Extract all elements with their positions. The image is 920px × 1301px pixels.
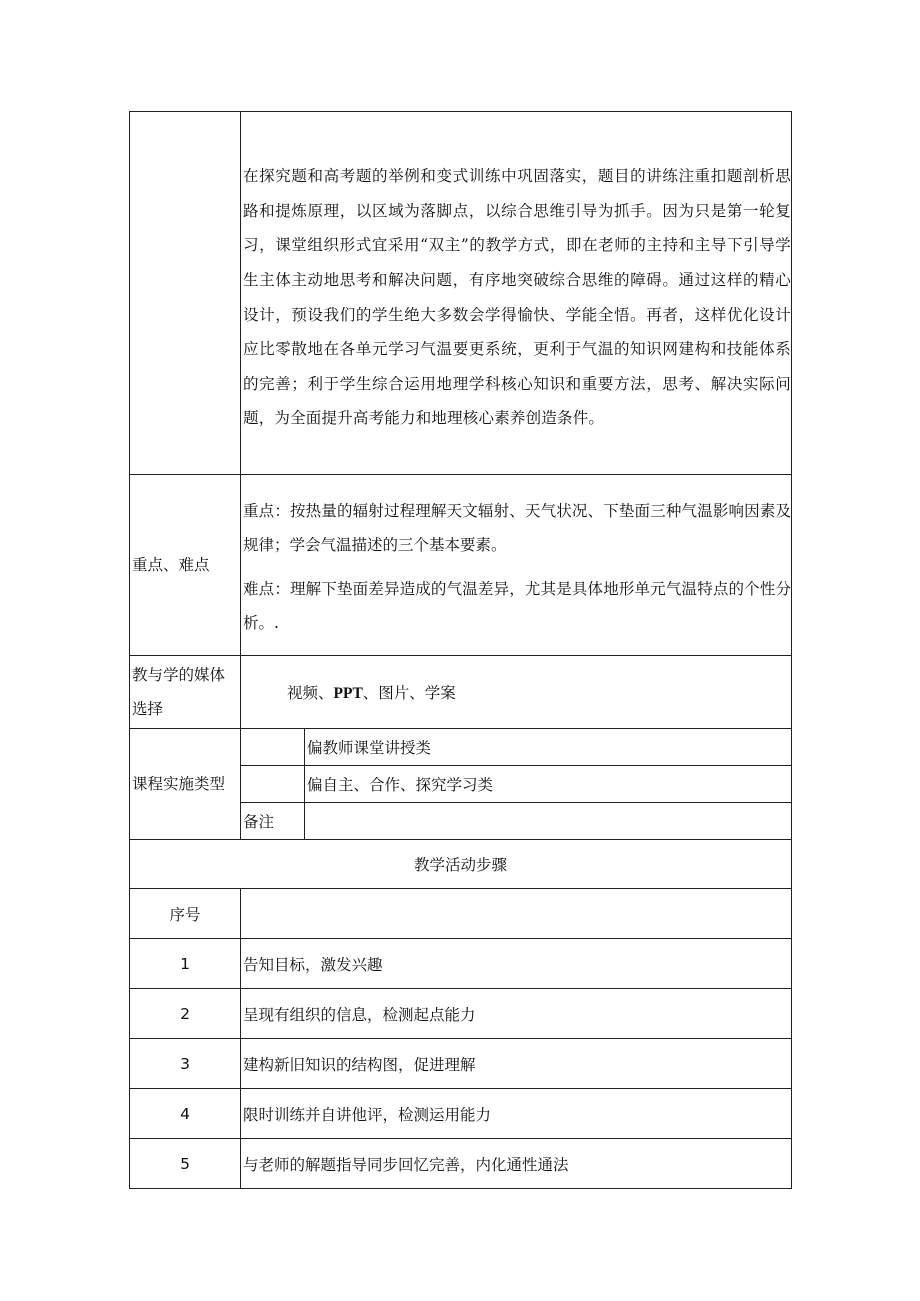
step-row: [130, 939, 792, 989]
step-row: [130, 1039, 792, 1089]
step-text: 限时训练并自讲他评，检测运用能力: [241, 1089, 792, 1139]
course-type-check-1: [241, 729, 305, 766]
media-ppt: PPT: [333, 685, 363, 702]
step-number: 1: [130, 939, 241, 989]
media-label: 教与学的媒体选择: [130, 656, 241, 729]
key-points-row: [130, 475, 792, 656]
course-type-option-2: 偏自主、合作、探究学习类: [305, 766, 792, 803]
step-number: 4: [130, 1089, 241, 1139]
steps-header: 教学活动步骤: [130, 840, 792, 889]
note-label: 备注: [241, 803, 305, 840]
step-row: [130, 1089, 792, 1139]
steps-header-row: [130, 840, 792, 889]
media-row: [130, 656, 792, 729]
step-number: 3: [130, 1039, 241, 1089]
course-type-row-1: [130, 729, 792, 766]
step-row: [130, 989, 792, 1039]
course-type-label: 课程实施类型: [130, 729, 241, 840]
step-number: 5: [130, 1139, 241, 1189]
step-text: 呈现有组织的信息，检测起点能力: [241, 989, 792, 1039]
steps-col-blank: [241, 889, 792, 939]
difficulty-text: 难点：理解下垫面差异造成的气温差异，尤其是具体地形单元气温特点的个性分析。.: [243, 579, 791, 632]
intro-row: [130, 112, 792, 475]
steps-column-row: [130, 889, 792, 939]
step-text: 告知目标，激发兴趣: [241, 939, 792, 989]
steps-col-label: 序号: [130, 889, 241, 939]
step-row: [130, 1139, 792, 1189]
key-points-label: 重点、难点: [130, 475, 241, 656]
intro-cell: [241, 112, 792, 475]
media-suffix: 、图片、学案: [362, 684, 456, 702]
step-text: 与老师的解题指导同步回忆完善，内化通性通法: [241, 1139, 792, 1189]
step-number: 2: [130, 989, 241, 1039]
intro-paragraph: 在探究题和高考题的举例和变式训练中巩固落实，题目的讲练注重扣题剖析思路和提炼原理，以区域为落脚点，以综合思维引导为抓手。因为只是第一轮复习，课堂组织形式宜采用“双主”的教学方式，即在老师的主持和主导下引导学生主体主动地思考和解决问题，有序地突破综合思维的障碍。通过这样的精心设计，预设我们的学生绝大多数会学得愉快、学能全悟。再者，这样优化设计应比零散地在各单元学习气温要更系统，更利于气温的知识网建构和技能体系的完善；利于学生综合运用地理学科核心知识和重要方法，思考、解决实际问题，为全面提升高考能力和地理核心素养创造条件。: [243, 167, 791, 428]
course-type-option-1: 偏教师课堂讲授类: [305, 729, 792, 766]
lesson-plan-table: [129, 111, 792, 1189]
course-type-check-2: [241, 766, 305, 803]
media-prefix: 视频、: [287, 684, 334, 702]
intro-label-cell: [130, 112, 241, 475]
step-text: 建构新旧知识的结构图，促进理解: [241, 1039, 792, 1089]
media-cell: [241, 656, 792, 729]
focus-text: 重点：按热量的辐射过程理解天文辐射、天气状况、下垫面三种气温影响因素及规律；学会气温描述的三个基本要素。: [243, 501, 791, 554]
note-value: [305, 803, 792, 840]
key-points-cell: [241, 475, 792, 656]
